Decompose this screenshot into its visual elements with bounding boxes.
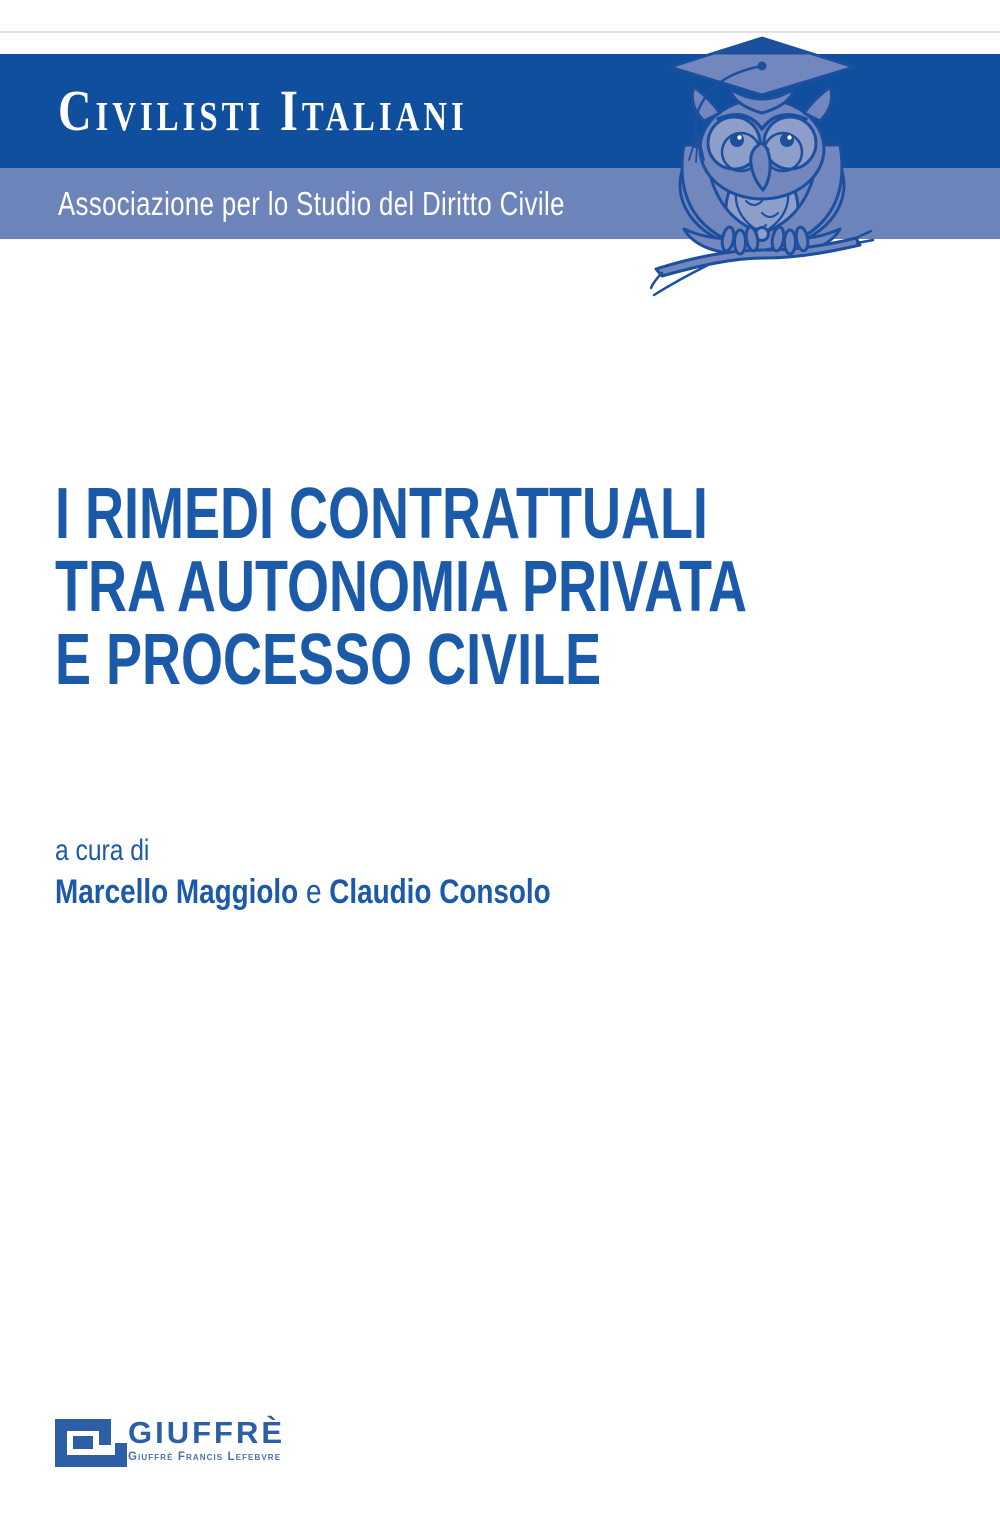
editors-conjunction: e — [305, 873, 322, 911]
association-brand — [58, 54, 570, 168]
book-title-line-3: E PROCESSO CIVILE — [55, 620, 602, 700]
association-brand-label: Civilisti Italiani — [58, 78, 468, 143]
publisher-tagline: Giuffrè Francis Lefebvre — [128, 1451, 282, 1463]
giuffre-square-g-icon — [55, 1419, 127, 1467]
owl-graduate-icon — [650, 33, 880, 298]
association-subtitle — [58, 168, 708, 239]
book-title — [55, 474, 747, 700]
editor-name-2: Claudio Consolo — [329, 873, 551, 911]
book-title-line-2: TRA AUTONOMIA PRIVATA — [55, 547, 747, 627]
publisher-text — [128, 1417, 285, 1464]
editors-names — [55, 870, 551, 914]
association-subtitle-label: Associazione per lo Studio del Diritto Civile — [58, 185, 565, 222]
editors-prefix: a cura di — [55, 834, 150, 867]
editors-block — [55, 832, 551, 914]
book-title-line-1: I RIMEDI CONTRATTUALI — [55, 474, 708, 554]
publisher-name: GIUFFRÈ — [128, 1415, 286, 1450]
editor-name-1: Marcello Maggiolo — [55, 873, 299, 911]
